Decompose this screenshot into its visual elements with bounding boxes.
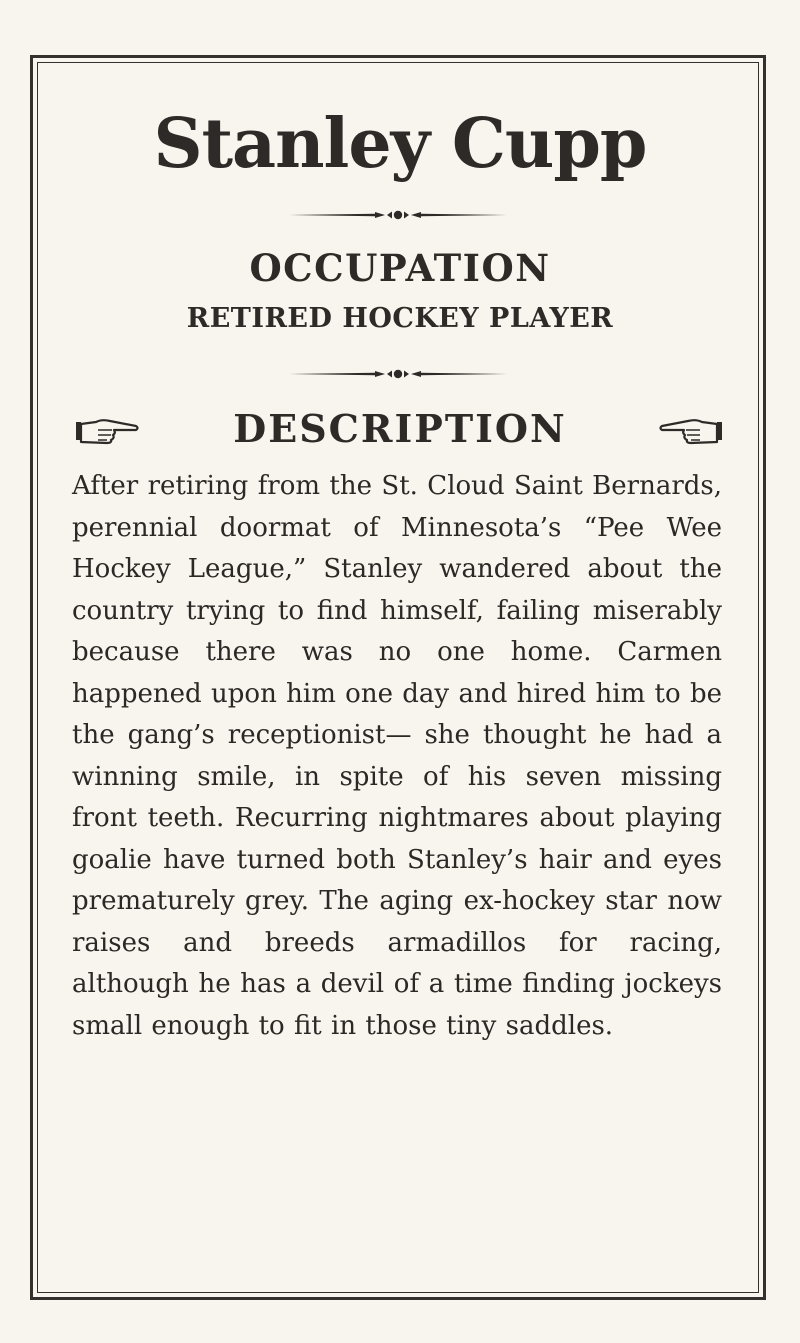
description-text: After retiring from the St. Cloud Saint Bernards, perennial doormat of Minnesota’s “Pee Wee Hockey League,” Stanley wandered about the country trying to find himself, failing miserably because there was no one home. Carmen happened upon him one day and hired him to be the gang’s receptionist— she thought he had a winning smile, in spite of his seven missing front teeth. Recurring nightmares about playing goalie have turned both Stanley’s hair and eyes prematurely grey. The aging ex-hockey star now raises and breeds armadillos for racing, although he has a devil of a time finding jockeys small enough to fit in those tiny saddles. [72, 471, 722, 1041]
character-name: Stanley Cupp [153, 104, 647, 184]
description-heading: DESCRIPTION [233, 406, 567, 451]
occupation-heading: OCCUPATION [249, 246, 551, 290]
ornamental-divider-bottom [287, 367, 509, 381]
pointing-hand-left-icon [658, 413, 724, 447]
occupation-value: RETIRED HOCKEY PLAYER [186, 303, 614, 334]
ornamental-divider-top [287, 208, 509, 222]
